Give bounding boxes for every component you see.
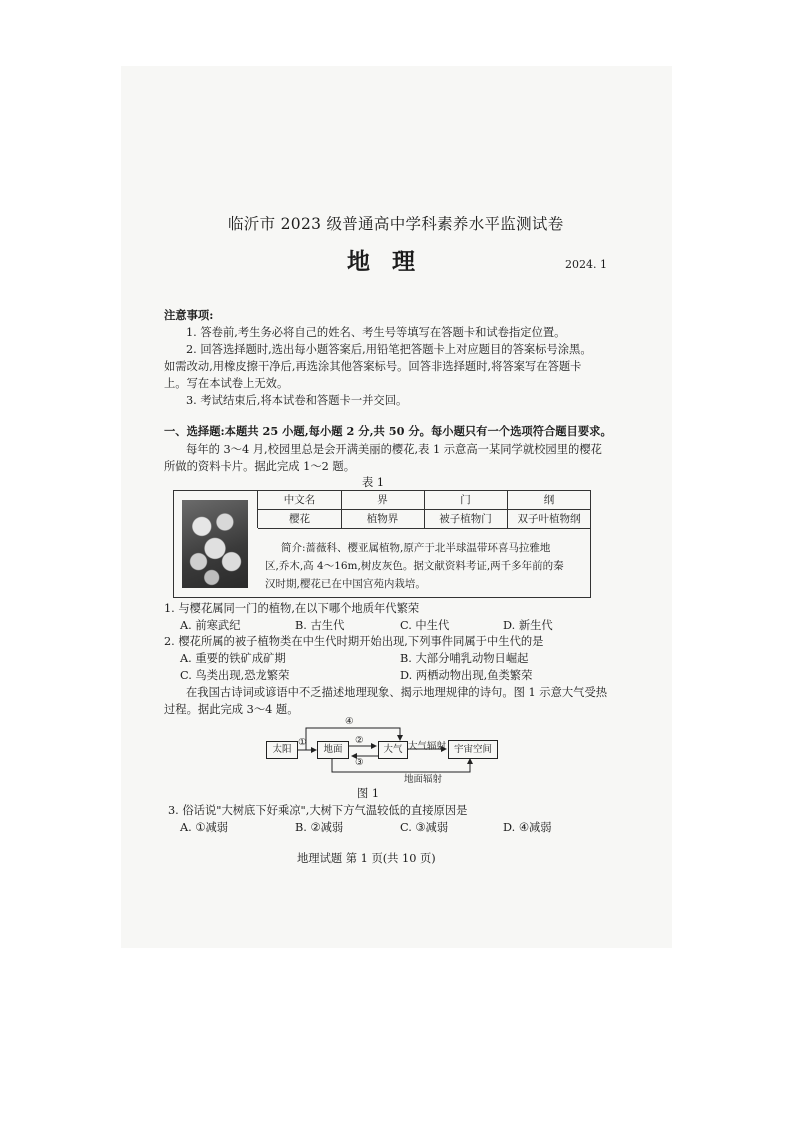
cherry-blossom-photo [182, 500, 248, 588]
table-header-cell: 中文名 [258, 491, 342, 510]
question-stem: 2. 樱花所属的被子植物类在中生代时期开始出现,下列事件同属于中生代的是 [164, 635, 544, 648]
node-atmosphere: 大气 [378, 741, 408, 759]
table-value-cell: 樱花 [258, 510, 342, 529]
node-sun: 太阳 [266, 741, 298, 759]
node-ground: 地面 [317, 741, 349, 759]
sakura-info-table [173, 490, 591, 598]
option: D. 新生代 [503, 619, 553, 632]
table-value-cell: 双子叶植物纲 [507, 510, 591, 529]
notice-item: 上。写在本试卷上无效。 [164, 377, 289, 390]
notice-item: 3. 考试结束后,将本试卷和答题卡一并交回。 [186, 394, 408, 407]
table-header-cell: 门 [424, 491, 508, 510]
table-intro-line: 汉时期,樱花已在中国宫苑内栽培。 [265, 578, 426, 590]
label-atmo-radiation: 大气辐射 [408, 741, 447, 752]
table-value-cell: 被子植物门 [424, 510, 508, 529]
label-2: ② [355, 735, 364, 746]
option: A. 重要的铁矿成矿期 [180, 652, 286, 665]
table-intro-line: 简介:蔷薇科、樱亚属植物,原产于北半球温带环喜马拉雅地 [281, 542, 551, 554]
section-intro: 每年的 3～4 月,校园里总是会开满美丽的樱花,表 1 示意高一某同学就校园里的樱花 [186, 443, 602, 456]
section-intro: 所做的资料卡片。据此完成 1～2 题。 [164, 460, 356, 473]
table-header-cell: 纲 [507, 491, 591, 510]
table-intro [265, 539, 583, 593]
notice-item: 1. 答卷前,考生务必将自己的姓名、考生号等填写在答题卡和试卷指定位置。 [186, 326, 566, 339]
option: B. 古生代 [295, 619, 345, 632]
option: C. ③减弱 [400, 821, 449, 834]
option: C. 鸟类出现,恐龙繁荣 [180, 669, 290, 682]
table-value-cell: 植物界 [341, 510, 425, 529]
arrow-ground-radiation [332, 758, 470, 772]
option: B. ②减弱 [295, 821, 344, 834]
section-heading: 一、选择题:本题共 25 小题,每小题 2 分,共 50 分。每小题只有一个选项符合题目要求。 [164, 424, 612, 438]
figure-caption: 图 1 [357, 787, 380, 800]
notice-heading: 注意事项: [164, 308, 214, 322]
exam-title: 临沂市 2023 级普通高中学科素养水平监测试卷 [228, 215, 564, 233]
passage-line: 在我国古诗词或谚语中不乏描述地理现象、揭示地理规律的诗句。图 1 示意大气受热 [186, 686, 608, 699]
classification-grid [257, 491, 591, 528]
label-1: ① [298, 737, 307, 748]
label-ground-radiation: 地面辐射 [404, 774, 443, 785]
table-header-cell: 界 [341, 491, 425, 510]
page-footer: 地理试题 第 1 页(共 10 页) [297, 852, 436, 865]
node-space: 宇宙空间 [448, 740, 498, 759]
option: B. 大部分哺乳动物日崛起 [400, 652, 529, 665]
exam-date: 2024. 1 [565, 258, 607, 271]
label-4: ④ [345, 716, 354, 727]
table-caption: 表 1 [362, 476, 385, 489]
subject-title: 地理 [347, 248, 437, 275]
table-intro-line: 区,乔木,高 4～16m,树皮灰色。据文献资料考证,两千多年前的秦 [265, 560, 564, 572]
option: D. ④减弱 [503, 821, 552, 834]
notice-item: 如需改动,用橡皮擦干净后,再选涂其他答案标号。回答非选择题时,将答案写在答题卡 [164, 360, 582, 373]
question-stem: 1. 与樱花属同一门的植物,在以下哪个地质年代繁荣 [164, 602, 420, 615]
option: D. 两栖动物出现,鱼类繁荣 [400, 669, 533, 682]
option: A. 前寒武纪 [180, 619, 241, 632]
passage-line: 过程。据此完成 3～4 题。 [164, 703, 299, 716]
question-stem: 3. 俗话说"大树底下好乘凉",大树下方气温较低的直接原因是 [168, 804, 468, 817]
label-3: ③ [355, 757, 364, 768]
notice-item: 2. 回答选择题时,选出每小题答案后,用铅笔把答题卡上对应题目的答案标号涂黑。 [186, 343, 592, 356]
option: C. 中生代 [400, 619, 450, 632]
option: A. ①减弱 [180, 821, 229, 834]
